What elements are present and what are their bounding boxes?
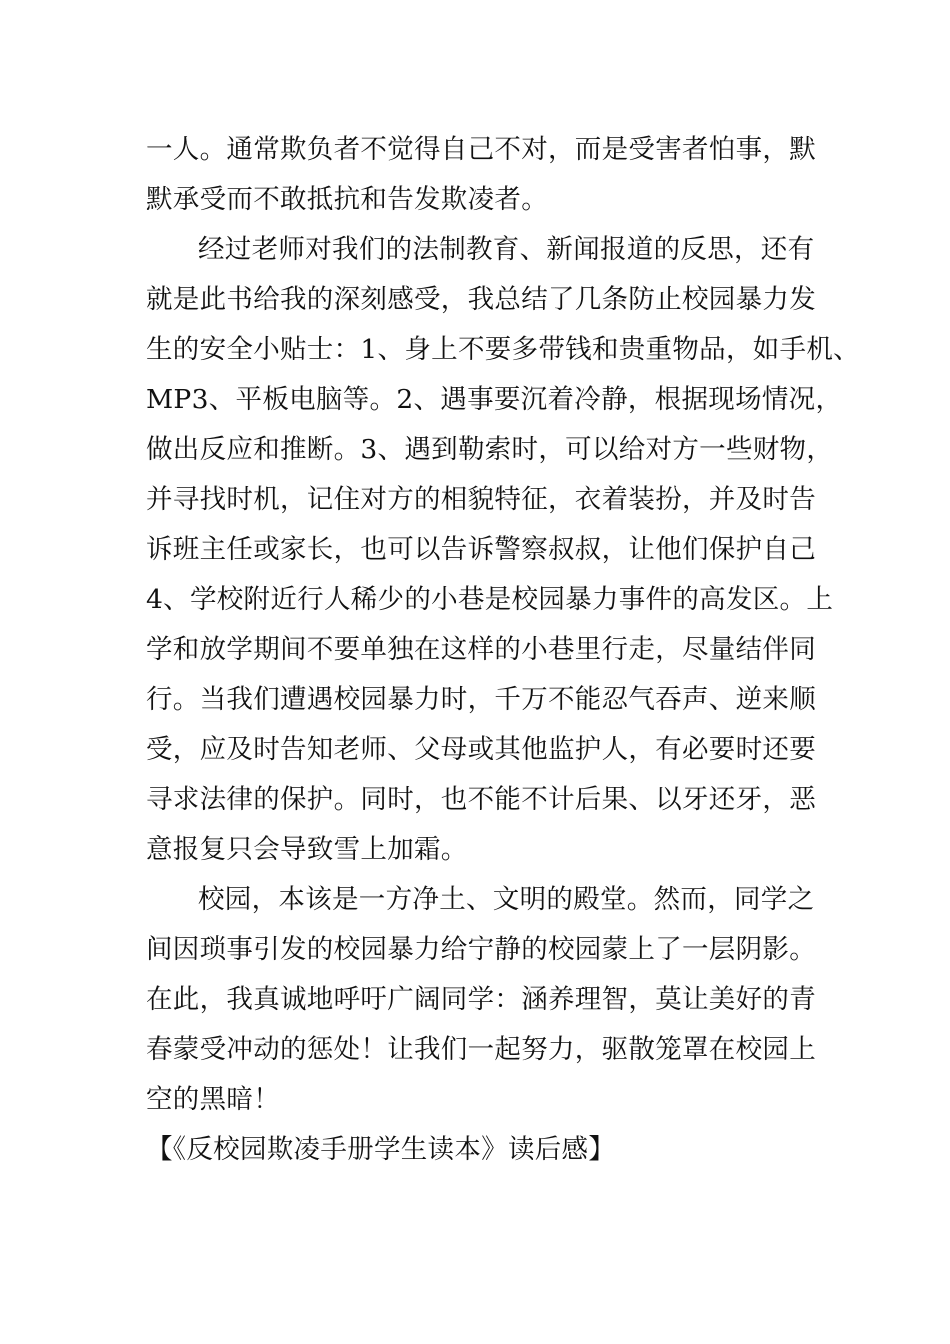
- text-line-2: 默承受而不敢抵抗和告发欺凌者。: [146, 184, 548, 215]
- text-line-7: 做出反应和推断。3、遇到勒索时，可以给对方一些财物，: [146, 434, 834, 465]
- paragraph-start-line: 经过老师对我们的法制教育、新闻报道的反思，还有: [198, 234, 815, 265]
- text-line-13: 受，应及时告知老师、父母或其他监护人，有必要时还要: [146, 734, 816, 765]
- text-line-19: 春蒙受冲动的惩处！让我们一起努力，驱散笼罩在校园上: [146, 1034, 816, 1065]
- text-line-6: MP3、平板电脑等。2、遇事要沉着冷静，根据现场情况，: [146, 384, 843, 415]
- text-line-11: 学和放学期间不要单独在这样的小巷里行走，尽量结伴同: [146, 634, 816, 665]
- text-line-4: 就是此书给我的深刻感受，我总结了几条防止校园暴力发: [146, 284, 816, 315]
- text-line-5: 生的安全小贴士：1、身上不要多带钱和贵重物品，如手机、: [146, 334, 860, 365]
- text-line-17: 间因琐事引发的校园暴力给宁静的校园蒙上了一层阴影。: [146, 934, 816, 965]
- text-line-18: 在此，我真诚地呼吁广阔同学：涵养理智，莫让美好的青: [146, 984, 816, 1015]
- text-line-1: 一人。通常欺负者不觉得自己不对，而是受害者怕事，默: [146, 134, 816, 165]
- text-line-9: 诉班主任或家长，也可以告诉警察叔叔，让他们保护自己: [146, 534, 816, 565]
- text-line-14: 寻求法律的保护。同时，也不能不计后果、以牙还牙，恶: [146, 784, 816, 815]
- text-line-15: 意报复只会导致雪上加霜。: [146, 834, 468, 865]
- text-line-12: 行。当我们遭遇校园暴力时，千万不能忍气吞声、逆来顺: [146, 684, 816, 715]
- closing-title: 【《反校园欺凌手册学生读本》读后感】: [146, 1134, 616, 1165]
- text-line-10: 4、学校附近行人稀少的小巷是校园暴力事件的高发区。上: [146, 584, 834, 615]
- text-line-8: 并寻找时机，记住对方的相貌特征，衣着装扮，并及时告: [146, 484, 816, 515]
- text-line-20: 空的黑暗！: [146, 1084, 280, 1115]
- paragraph-start-line: 校园，本该是一方净土、文明的殿堂。然而，同学之: [198, 884, 815, 915]
